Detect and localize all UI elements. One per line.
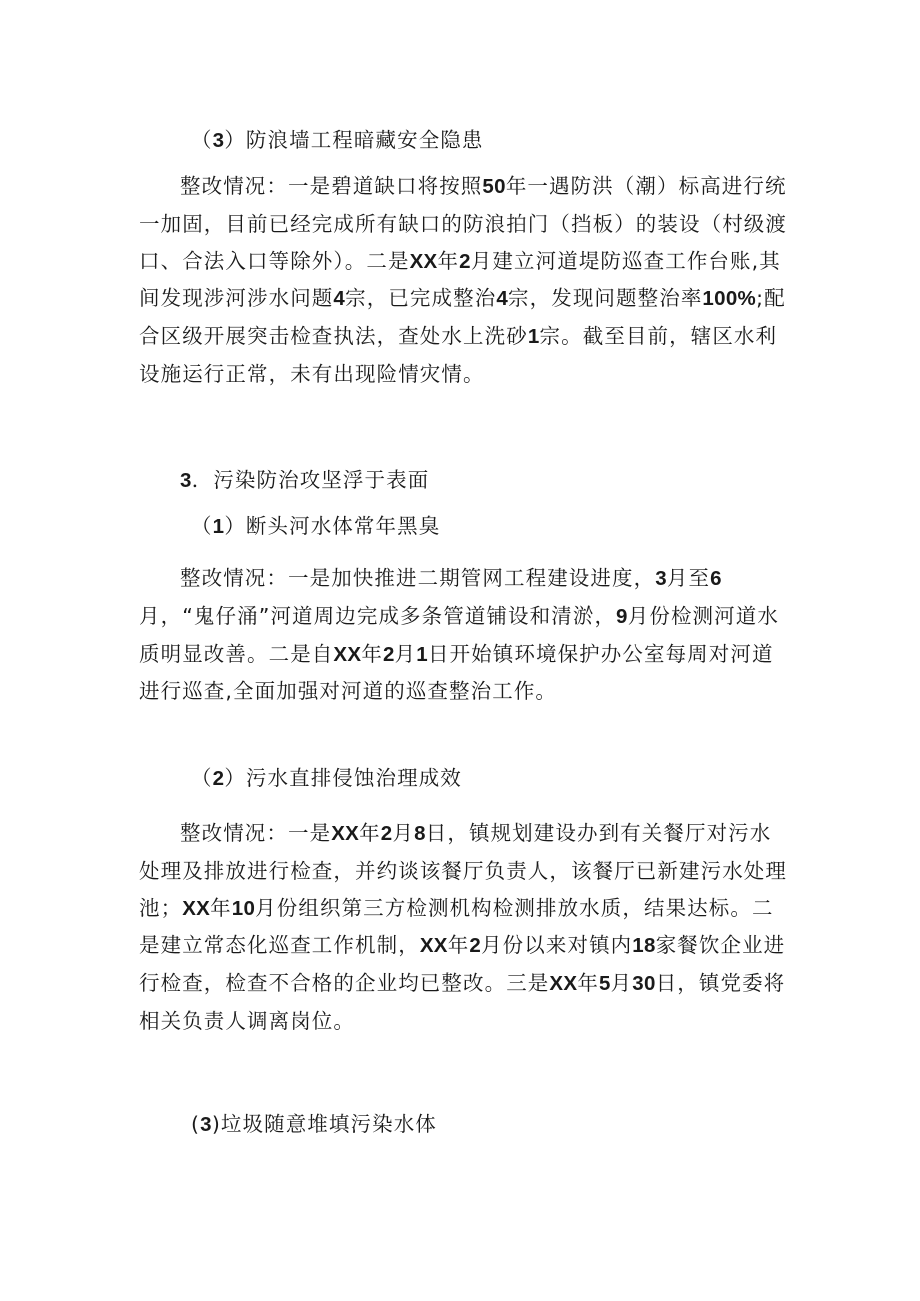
section-heading-3: （3）防浪墙工程暗藏安全隐患 [191, 128, 484, 152]
section-heading-3b: (3)垃圾随意堆填污染水体 [191, 1112, 437, 1136]
rectification-paragraph-1: 整改情况：一是碧道缺口将按照50年一遇防洪（潮）标高进行统一加固，目前已经完成所有缺口的防浪拍门（挡板）的装设（村级渡口、合法入口等除外）。二是XX年2月建立河道堤防巡查工作台账,其间发现涉河涉水问题4宗，已完成整治4宗，发现问题整治率100%;配合区级开展突击检查执法，查处水上洗砂1宗。截至目前，辖区水利设施运行正常，未有出现险情灾情。 [139, 174, 787, 386]
rectification-paragraph-3: 整改情况：一是XX年2月8日，镇规划建设办到有关餐厅对污水处理及排放进行检查，并约谈该餐厅负责人，该餐厅已新建污水处理池；XX年10月份组织第三方检测机构检测排放水质，结果达标。二是建立常态化巡查工作机制，XX年2月份以来对镇内18家餐饮企业进行检查，检查不合格的企业均已整改。三是XX年5月30日，镇党委将相关负责人调离岗位。 [139, 821, 787, 1033]
rectification-paragraph-2: 整改情况：一是加快推进二期管网工程建设进度，3月至6月，“鬼仔涌”河道周边完成多条管道铺设和清淤，9月份检测河道水质明显改善。二是自XX年2月1日开始镇环境保护办公室每周对河道进行巡查,全面加强对河道的巡查整治工作。 [139, 566, 779, 704]
section-heading-1: （1）断头河水体常年黑臭 [191, 514, 441, 538]
section-heading-2: （2）污水直排侵蚀治理成效 [191, 766, 462, 790]
section-heading-pollution: 3．污染防治攻坚浮于表面 [180, 468, 430, 492]
